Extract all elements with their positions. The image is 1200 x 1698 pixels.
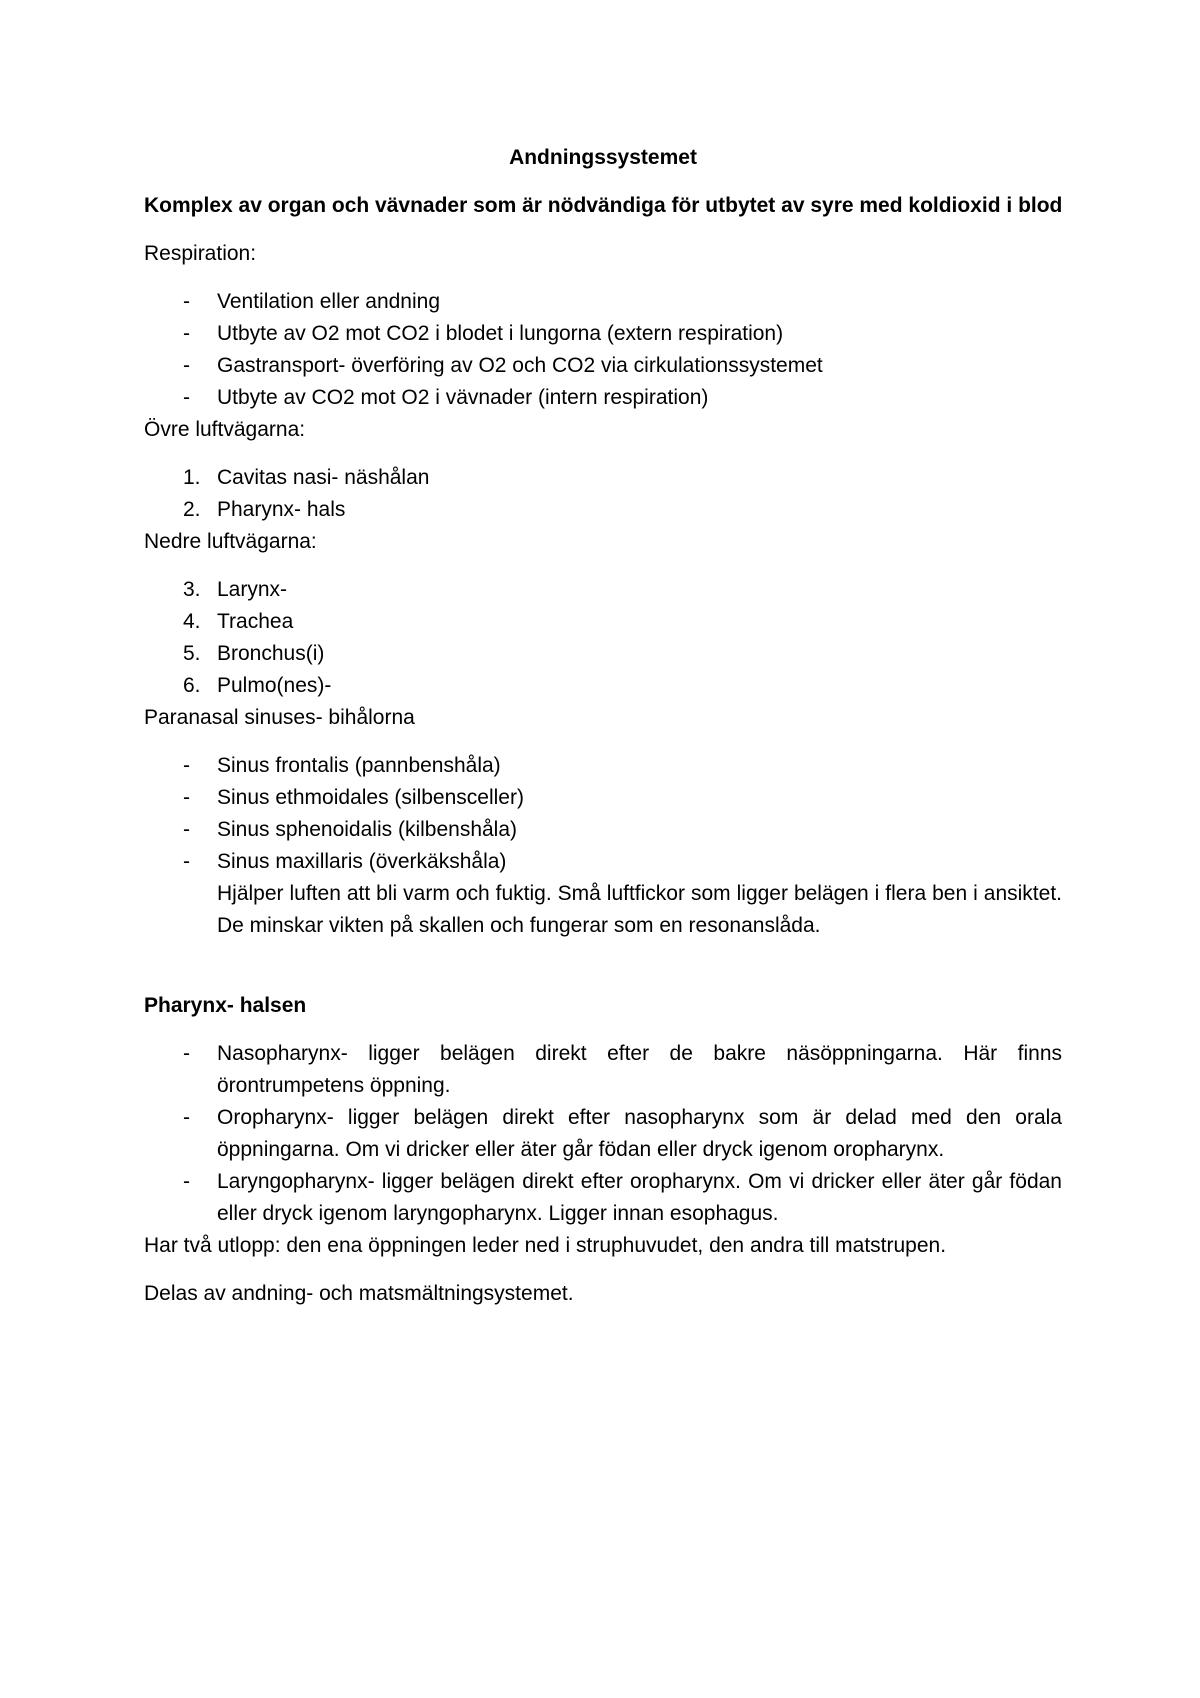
list-item: [144, 494, 1062, 526]
list-item: [144, 286, 1062, 318]
list-item: [144, 606, 1062, 638]
dash-marker: -: [183, 290, 190, 313]
lower-airways-heading: Nedre luftvägarna:: [144, 530, 317, 553]
sinuses-list: [144, 750, 1062, 878]
list-item: [144, 350, 1062, 382]
pharynx-heading: Pharynx- halsen: [144, 994, 307, 1017]
dash-marker: -: [183, 850, 190, 873]
list-item: [144, 638, 1062, 670]
list-item-text: Oropharynx- ligger belägen direkt efter nasopharynx som är delad med den orala öppningarna. Om vi dricker eller äter går födan eller dryck igenom oropharynx.: [217, 1106, 1062, 1161]
list-number: 5.: [183, 642, 201, 665]
dash-marker: -: [183, 1106, 190, 1129]
list-number: 2.: [183, 498, 201, 521]
list-number: 3.: [183, 578, 201, 601]
list-item-text: Pharynx- hals: [217, 498, 346, 521]
list-item: [144, 462, 1062, 494]
dash-marker: -: [183, 754, 190, 777]
list-item: [144, 318, 1062, 350]
dash-marker: -: [183, 818, 190, 841]
list-item-text: Bronchus(i): [217, 642, 325, 665]
list-item-text: Larynx-: [217, 578, 288, 601]
document-content: [144, 142, 1062, 1326]
lower-airways-list: [144, 574, 1062, 702]
pharynx-list: [144, 1038, 1062, 1230]
list-item: [144, 670, 1062, 702]
sinuses-note: Hjälper luften att bli varm och fuktig. Små luftfickor som ligger belägen i flera ben i ansiktet. De minskar vikten på skallen och fungerar som en resonanslåda.: [217, 882, 1062, 937]
dash-marker: -: [183, 322, 190, 345]
list-item: [144, 1166, 1062, 1230]
dash-marker: -: [183, 386, 190, 409]
list-item-text: Sinus maxillaris (överkäkshåla): [217, 850, 507, 873]
document-subtitle: Komplex av organ och vävnader som är nödvändiga för utbytet av syre med koldioxid i blod: [144, 194, 1063, 217]
dash-marker: -: [183, 1042, 190, 1065]
list-item-text: Laryngopharynx- ligger belägen direkt efter oropharynx. Om vi dricker eller äter går födan eller dryck igenom laryngopharynx. Ligger innan esophagus.: [217, 1170, 1062, 1225]
dash-marker: -: [183, 354, 190, 377]
list-item-text: Gastransport- överföring av O2 och CO2 via cirkulationssystemet: [217, 354, 823, 377]
upper-airways-list: [144, 462, 1062, 526]
list-item: [144, 1102, 1062, 1166]
list-item-text: Trachea: [217, 610, 294, 633]
closing-paragraph: Delas av andning- och matsmältningsystemet.: [144, 1282, 574, 1305]
list-item: [144, 382, 1062, 414]
list-item-text: Utbyte av CO2 mot O2 i vävnader (intern respiration): [217, 386, 709, 409]
list-item-text: Sinus ethmoidales (silbensceller): [217, 786, 524, 809]
list-item: [144, 750, 1062, 782]
dash-marker: -: [183, 1170, 190, 1193]
dash-marker: -: [183, 786, 190, 809]
list-item: [144, 574, 1062, 606]
list-item: [144, 1038, 1062, 1102]
list-item-text: Pulmo(nes)-: [217, 674, 332, 697]
list-item-text: Sinus sphenoidalis (kilbenshåla): [217, 818, 518, 841]
respiration-heading: Respiration:: [144, 242, 257, 265]
list-number: 1.: [183, 466, 201, 489]
upper-airways-heading: Övre luftvägarna:: [144, 418, 306, 441]
sinuses-heading: Paranasal sinuses- bihålorna: [144, 706, 415, 729]
list-item-text: Sinus frontalis (pannbenshåla): [217, 754, 501, 777]
list-item-text: Cavitas nasi- näshålan: [217, 466, 430, 489]
document-title: Andningssystemet: [509, 146, 697, 169]
list-number: 4.: [183, 610, 201, 633]
list-item: [144, 846, 1062, 878]
list-item-text: Nasopharynx- ligger belägen direkt efter de bakre näsöppningarna. Här finns örontrumpetens öppning.: [217, 1042, 1062, 1097]
list-item: [144, 782, 1062, 814]
list-item-text: Ventilation eller andning: [217, 290, 441, 313]
list-number: 6.: [183, 674, 201, 697]
respiration-list: [144, 286, 1062, 414]
list-item-text: Utbyte av O2 mot CO2 i blodet i lungorna (extern respiration): [217, 322, 784, 345]
list-item: [144, 814, 1062, 846]
closing-paragraph: Har två utlopp: den ena öppningen leder ned i struphuvudet, den andra till matstrupen.: [144, 1234, 947, 1257]
